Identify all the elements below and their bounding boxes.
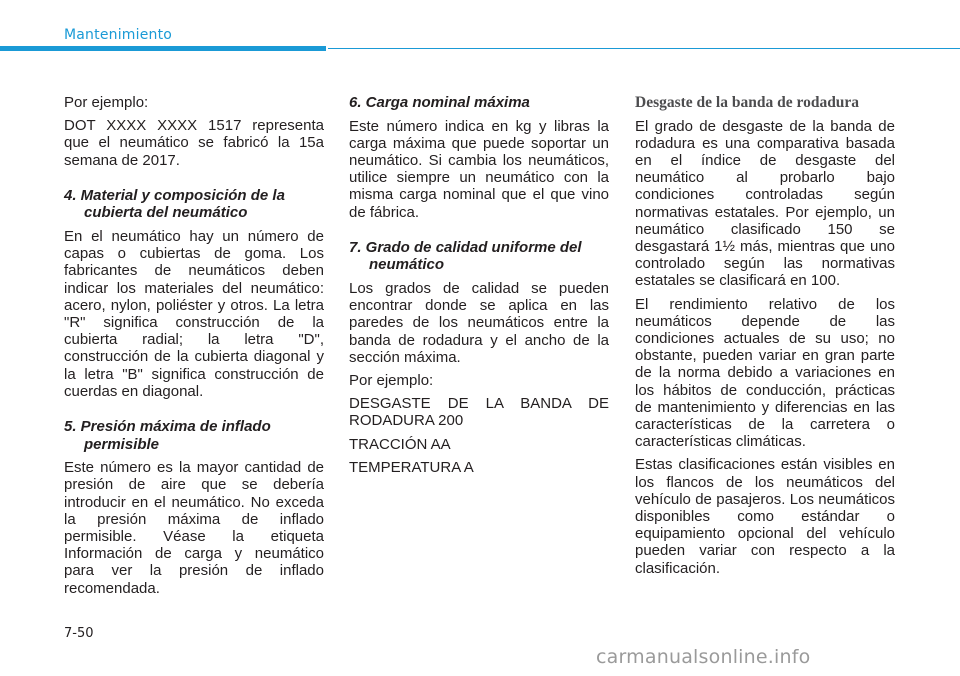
paragraph: Este número indica en kg y libras la carga máxima que puede soportar un neumático. Si cambia los neumáticos, utilice siempre un neumático con la misma carga nominal que el que vino de fábrica. (349, 117, 609, 221)
subheading-7: 7. Grado de calidad uniforme del neumático (349, 238, 582, 274)
section-heading: Desgaste de la banda de rodadura (635, 94, 860, 111)
watermark: carmanualsonline.info (596, 646, 811, 668)
paragraph: TRACCIÓN AA (349, 435, 451, 453)
paragraph: Los grados de calidad se pueden encontrar donde se aplica en las paredes de los neumáticos entre la banda de rodadura y el ancho de la sección máxima. (349, 280, 609, 366)
column-middle (349, 94, 609, 482)
paragraph: Por ejemplo: (349, 372, 434, 390)
page-number: 7-50 (64, 626, 94, 641)
paragraph: DESGASTE DE LA BANDA DE RODADURA 200 (349, 395, 609, 430)
header-rule-thick (0, 46, 326, 51)
column-right (635, 94, 895, 583)
subheading-5: 5. Presión máxima de inflado permisible (64, 418, 271, 453)
paragraph: Estas clasificaciones están visibles en los flancos de los neumáticos del vehículo de pasajeros. Los neumáticos disponibles como estándar o equipamiento opcional del vehículo pueden variar con respecto a la clasificación. (635, 456, 895, 577)
paragraph: En el neumático hay un número de capas o cubiertas de goma. Los fabricantes de neumáticos deben indicar los materiales del neumático: acero, nylon, poliéster y otros. La letra "R" significa construcción de la cubierta radial; la letra "D", construcción de la cubierta diagonal y la letra "B" significa construcción de cuerdas en diagonal. (64, 228, 324, 400)
paragraph: TEMPERATURA A (349, 458, 474, 476)
paragraph: El rendimiento relativo de los neumáticos depende de las condiciones actuales de su uso; no obstante, pueden variar en gran parte de la norma debido a variaciones en los hábitos de conducción, prácticas de mantenimiento y diferencias en las características de la carretera o características climáticas. (635, 295, 895, 451)
header-rule-thin (328, 48, 960, 49)
column-left (64, 94, 324, 603)
paragraph: DOT XXXX XXXX 1517 representa que el neumático se fabricó la 15a semana de 2017. (64, 117, 324, 169)
paragraph: Este número es la mayor cantidad de presión de aire que se debería introducir en el neumático. No exceda la presión máxima de inflado permisible. Véase la etiqueta Información de carga y neumático para ver la presión de inflado recomendada. (64, 459, 324, 597)
subheading-4: 4. Material y composición de la cubierta del neumático (64, 186, 285, 222)
paragraph: El grado de desgaste de la banda de rodadura es una comparativa basada en el índice de desgaste del neumático al probarlo bajo condiciones controladas según normativas estatales. Por ejemplo, un neumático clasificado 150 se desgastará 1½ más, mientras que uno controlado según las normativas estatales se clasificará en 100. (635, 117, 895, 290)
paragraph: Por ejemplo: (64, 94, 149, 111)
section-title: Mantenimiento (64, 27, 173, 43)
subheading-6: 6. Carga nominal máxima (349, 94, 530, 111)
